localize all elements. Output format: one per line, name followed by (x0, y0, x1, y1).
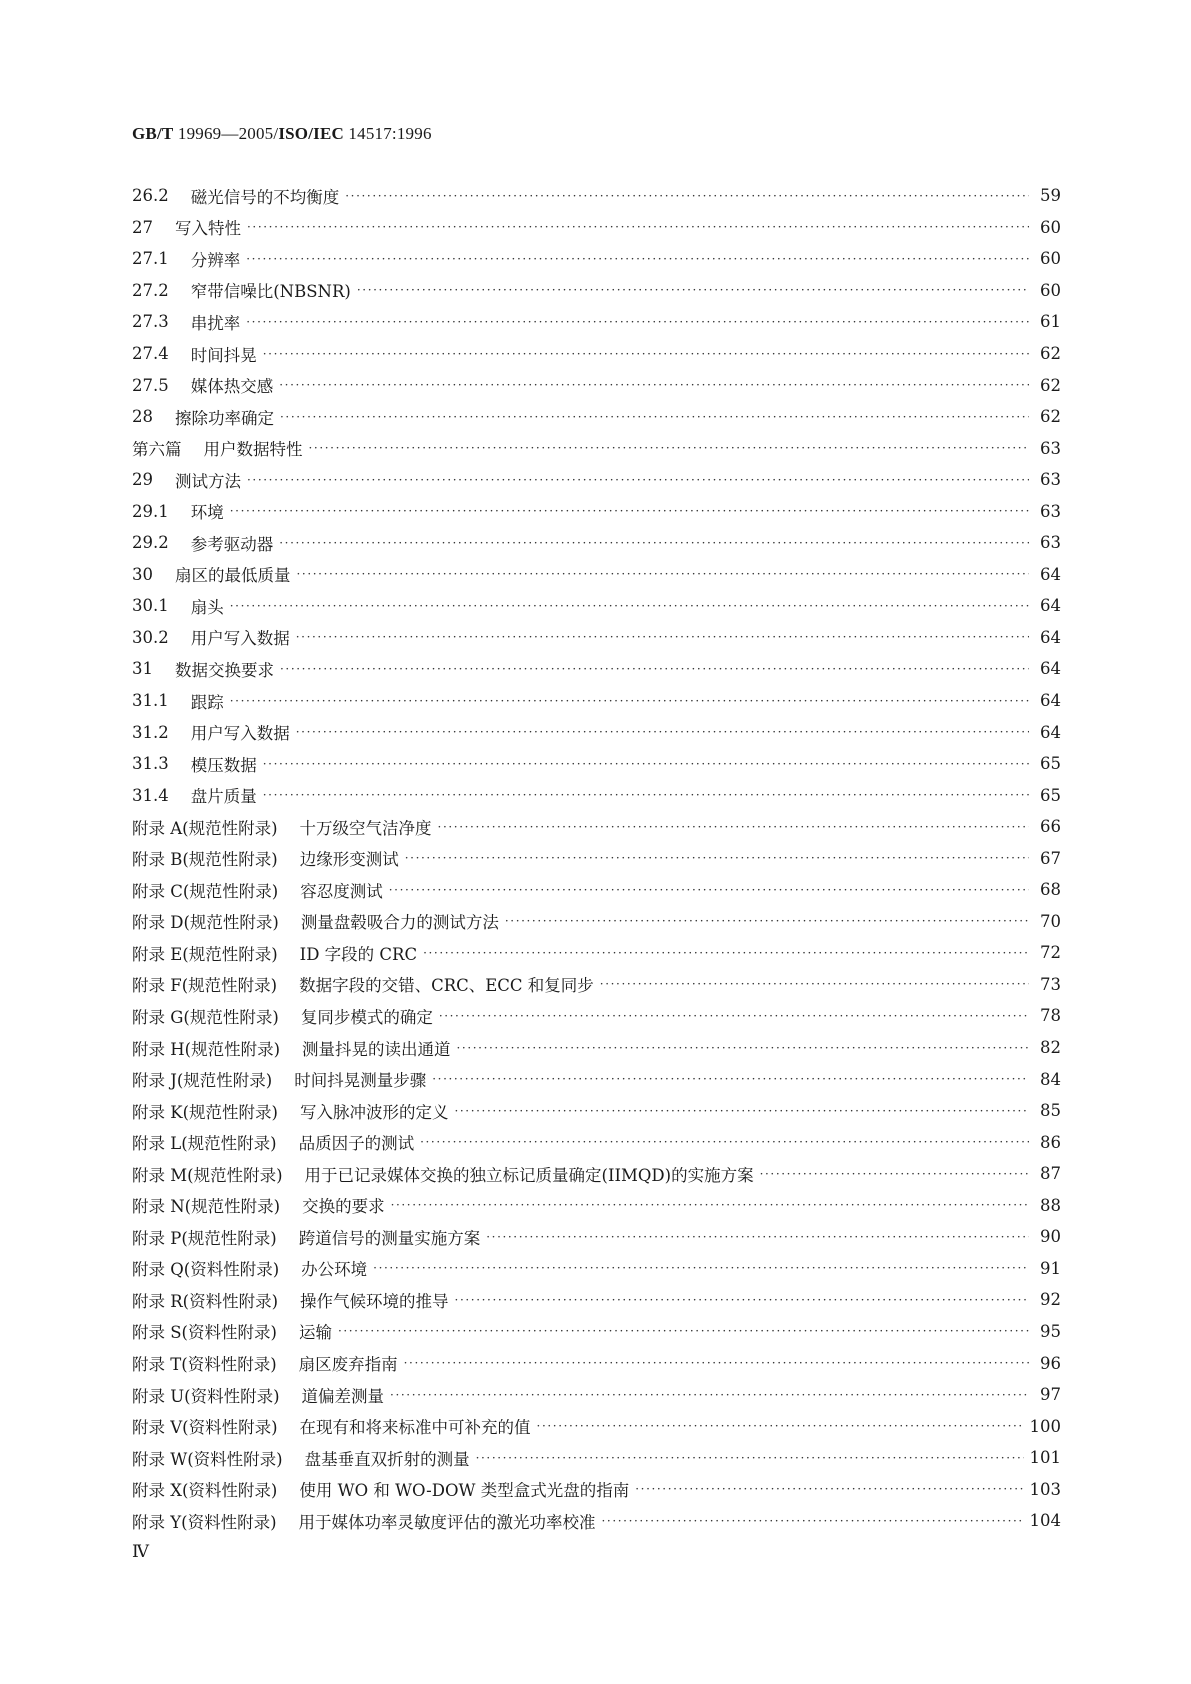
toc-entry[interactable] (132, 1284, 1061, 1316)
dot-leader (390, 1388, 1029, 1402)
toc-entry-page: 66 (1040, 817, 1061, 837)
toc-entry-title: 测量抖晃的读出通道 (302, 1039, 451, 1059)
toc-entry[interactable] (132, 212, 1061, 244)
toc-entry[interactable] (132, 559, 1061, 591)
table-of-contents (132, 180, 1061, 1537)
toc-entry-title: 数据字段的交错、CRC、ECC 和复同步 (299, 976, 594, 996)
dot-leader (230, 694, 1029, 708)
dot-leader (357, 283, 1029, 297)
toc-entry-number: 附录 K(规范性附录) (132, 1102, 278, 1122)
toc-entry-number: 31.2 (132, 722, 169, 742)
toc-entry-title: 扇头 (190, 597, 224, 617)
toc-entry-number: 27.1 (132, 249, 169, 269)
toc-entry-number: 第六篇 (132, 440, 182, 460)
toc-entry[interactable] (132, 811, 1061, 843)
toc-entry-title: 交换的要求 (302, 1197, 385, 1217)
dot-leader (537, 1419, 1024, 1433)
toc-entry-page: 63 (1040, 533, 1061, 553)
dot-leader (263, 347, 1029, 361)
dot-leader (246, 315, 1029, 329)
toc-entry-number: 31.3 (132, 754, 169, 774)
toc-entry[interactable] (132, 685, 1061, 717)
dot-leader (296, 630, 1029, 644)
toc-entry-page: 95 (1040, 1321, 1061, 1341)
toc-entry-number: 31.4 (132, 785, 169, 805)
toc-entry-title: 数据交换要求 (175, 660, 274, 680)
toc-entry[interactable] (132, 1347, 1061, 1379)
dot-leader (230, 504, 1029, 518)
toc-entry[interactable] (132, 243, 1061, 275)
toc-entry[interactable] (132, 495, 1061, 527)
toc-entry-title: 分辨率 (190, 250, 241, 270)
toc-entry-page: 104 (1029, 1511, 1061, 1531)
toc-entry[interactable] (132, 1063, 1061, 1095)
toc-entry-number: 附录 Y(资料性附录) (132, 1512, 277, 1532)
toc-entry[interactable] (132, 842, 1061, 874)
toc-entry-page: 64 (1040, 659, 1061, 679)
toc-entry-title: 十万级空气洁净度 (299, 818, 432, 838)
toc-entry-page: 62 (1040, 407, 1061, 427)
toc-entry[interactable] (132, 369, 1061, 401)
toc-entry-page: 67 (1040, 848, 1061, 868)
toc-entry-number: 31 (132, 659, 153, 679)
toc-entry[interactable] (132, 653, 1061, 685)
dot-leader (438, 820, 1029, 834)
toc-entry-title: 操作气候环境的推导 (300, 1291, 449, 1311)
toc-entry[interactable] (132, 590, 1061, 622)
toc-entry-page: 65 (1040, 754, 1061, 774)
toc-entry[interactable] (132, 1379, 1061, 1411)
dot-leader (338, 1324, 1029, 1338)
toc-entry-page: 59 (1040, 186, 1061, 206)
toc-entry[interactable] (132, 937, 1061, 969)
toc-entry-page: 97 (1040, 1385, 1061, 1405)
toc-entry-page: 86 (1040, 1132, 1061, 1152)
toc-entry[interactable] (132, 432, 1061, 464)
toc-entry-page: 72 (1040, 943, 1061, 963)
toc-entry-title: 品质因子的测试 (298, 1134, 415, 1154)
toc-entry-number: 30 (132, 564, 153, 584)
toc-entry[interactable] (132, 1473, 1061, 1505)
toc-entry-number: 27.5 (132, 375, 169, 395)
toc-entry-number: 27.3 (132, 312, 169, 332)
dot-leader (423, 946, 1029, 960)
toc-entry-number: 26.2 (132, 186, 169, 206)
toc-entry[interactable] (132, 338, 1061, 370)
page-folio: Ⅳ (132, 1542, 149, 1561)
toc-entry-number: 附录 E(规范性附录) (132, 944, 278, 964)
toc-entry[interactable] (132, 1221, 1061, 1253)
toc-entry-page: 87 (1040, 1164, 1061, 1184)
toc-entry[interactable] (132, 622, 1061, 654)
dot-leader (486, 1230, 1029, 1244)
document-header (132, 124, 432, 144)
toc-entry-title: 用户写入数据 (190, 724, 290, 744)
toc-entry-page: 85 (1040, 1101, 1061, 1121)
toc-entry-number: 27 (132, 217, 153, 237)
dot-leader (263, 757, 1029, 771)
toc-entry[interactable] (132, 1253, 1061, 1285)
dot-leader (279, 536, 1029, 550)
dot-leader (247, 473, 1029, 487)
toc-entry-page: 100 (1029, 1416, 1061, 1436)
toc-entry[interactable] (132, 1505, 1061, 1537)
toc-entry-number: 29.1 (132, 501, 169, 521)
toc-entry-page: 88 (1040, 1195, 1061, 1215)
dot-leader (246, 252, 1029, 266)
toc-entry[interactable] (132, 969, 1061, 1001)
toc-entry-number: 附录 Q(资料性附录) (132, 1260, 280, 1280)
toc-entry-number: 附录 B(规范性附录) (132, 850, 278, 870)
dot-leader (454, 1104, 1029, 1118)
dot-leader (373, 1261, 1029, 1275)
toc-entry-title: 串扰率 (190, 313, 241, 333)
toc-entry-number: 附录 T(资料性附录) (132, 1355, 277, 1374)
dot-leader (432, 1072, 1029, 1086)
toc-entry-page: 82 (1040, 1038, 1061, 1058)
toc-entry-page: 60 (1040, 249, 1061, 269)
toc-entry-page: 73 (1040, 974, 1061, 994)
dot-leader (420, 1135, 1029, 1149)
toc-entry-title: 办公环境 (301, 1260, 368, 1280)
standard-number: 19969—2005/ (173, 124, 279, 143)
dot-leader (404, 1356, 1029, 1370)
dot-leader (476, 1451, 1024, 1465)
toc-entry-title: 写入脉冲波形的定义 (299, 1102, 449, 1122)
toc-entry-page: 65 (1040, 785, 1061, 805)
toc-entry-page: 60 (1040, 217, 1061, 237)
dot-leader (280, 662, 1029, 676)
toc-entry-title: 测量盘毂吸合力的测试方法 (300, 913, 499, 933)
toc-entry-page: 92 (1040, 1290, 1061, 1310)
toc-entry-number: 附录 D(规范性附录) (132, 913, 279, 933)
toc-entry[interactable] (132, 1190, 1061, 1222)
dot-leader (600, 977, 1029, 991)
dot-leader (263, 788, 1029, 802)
dot-leader (602, 1514, 1024, 1528)
toc-entry-page: 60 (1040, 280, 1061, 300)
toc-entry-number: 附录 N(规范性附录) (132, 1197, 281, 1217)
toc-entry-number: 附录 V(资料性附录) (132, 1418, 278, 1438)
toc-entry[interactable] (132, 1032, 1061, 1064)
toc-entry[interactable] (132, 748, 1061, 780)
toc-entry-page: 63 (1040, 438, 1061, 458)
toc-entry-number: 29.2 (132, 533, 169, 553)
toc-entry[interactable] (132, 1158, 1061, 1190)
toc-entry[interactable] (132, 874, 1061, 906)
toc-entry[interactable] (132, 1442, 1061, 1474)
toc-entry-number: 附录 P(规范性附录) (132, 1228, 277, 1248)
dot-leader (230, 599, 1029, 613)
toc-entry-number: 27.2 (132, 280, 169, 300)
toc-entry-number: 附录 W(资料性附录) (132, 1449, 283, 1469)
toc-entry-title: 时间抖晃 (190, 345, 257, 365)
toc-entry-title: 跨道信号的测量实施方案 (298, 1228, 481, 1248)
toc-entry-title: 参考驱动器 (190, 534, 274, 554)
dot-leader (389, 883, 1029, 897)
dot-leader (280, 410, 1029, 424)
dot-leader (296, 725, 1029, 739)
toc-entry-number: 30.1 (132, 596, 169, 616)
toc-entry-page: 61 (1040, 312, 1061, 332)
toc-entry-page: 64 (1040, 564, 1061, 584)
toc-entry-title: 使用 WO 和 WO-DOW 类型盒式光盘的指南 (299, 1481, 630, 1501)
toc-entry[interactable] (132, 401, 1061, 433)
toc-entry[interactable] (132, 1316, 1061, 1348)
toc-entry-page: 101 (1029, 1448, 1061, 1468)
toc-entry-number: 附录 U(资料性附录) (132, 1386, 280, 1406)
toc-entry-title: 盘片质量 (190, 787, 257, 807)
toc-entry-page: 103 (1029, 1479, 1061, 1499)
toc-entry-title: 擦除功率确定 (175, 408, 274, 428)
toc-entry-number: 附录 G(规范性附录) (132, 1007, 279, 1027)
toc-entry[interactable] (132, 779, 1061, 811)
toc-entry-page: 90 (1040, 1227, 1061, 1247)
toc-entry-title: ID 字段的 CRC (299, 944, 418, 964)
toc-entry-page: 62 (1040, 375, 1061, 395)
toc-entry-title: 扇区的最低质量 (175, 566, 291, 586)
toc-entry[interactable] (132, 464, 1061, 496)
dot-leader (345, 189, 1029, 203)
toc-entry-title: 媒体热交感 (190, 377, 274, 397)
toc-entry-page: 63 (1040, 470, 1061, 490)
toc-entry-page: 91 (1040, 1258, 1061, 1278)
toc-entry-number: 附录 C(规范性附录) (132, 881, 279, 901)
toc-entry-number: 附录 S(资料性附录) (132, 1323, 277, 1343)
toc-entry-page: 62 (1040, 344, 1061, 363)
dot-leader (297, 567, 1030, 581)
dot-leader (391, 1198, 1029, 1212)
toc-entry-page: 84 (1040, 1069, 1061, 1089)
toc-entry-number: 30.2 (132, 627, 169, 647)
iso-number: 14517:1996 (343, 124, 432, 143)
toc-entry-title: 环境 (190, 503, 224, 523)
toc-entry[interactable] (132, 1126, 1061, 1158)
dot-leader (760, 1167, 1029, 1181)
dot-leader (279, 378, 1029, 392)
toc-entry-number: 附录 X(资料性附录) (132, 1481, 278, 1501)
toc-entry-title: 窄带信噪比(NBSNR) (190, 282, 351, 302)
toc-entry[interactable] (132, 527, 1061, 559)
toc-entry-page: 96 (1040, 1353, 1061, 1373)
toc-entry-title: 磁光信号的不均衡度 (190, 187, 340, 207)
toc-entry-title: 跟踪 (190, 692, 224, 712)
toc-entry-title: 复同步模式的确定 (300, 1007, 433, 1027)
toc-entry-title: 运输 (298, 1323, 332, 1343)
dot-leader (439, 1009, 1029, 1023)
toc-entry[interactable] (132, 1410, 1061, 1442)
standard-prefix: GB/T (132, 124, 174, 143)
iso-iec-label: ISO/IEC (278, 124, 344, 143)
toc-entry-title: 盘基垂直双折射的测量 (304, 1449, 470, 1469)
toc-entry-title: 用于媒体功率灵敏度评估的激光功率校准 (298, 1512, 596, 1532)
dot-leader (405, 851, 1029, 865)
toc-entry-title: 测试方法 (175, 471, 241, 491)
toc-entry-title: 用于已记录媒体交换的独立标记质量确定(IIMQD)的实施方案 (304, 1165, 754, 1185)
toc-entry-title: 容忍度测试 (300, 881, 383, 901)
toc-entry-page: 64 (1040, 722, 1061, 742)
toc-entry-title: 时间抖晃测量步骤 (294, 1071, 427, 1091)
toc-entry[interactable] (132, 1095, 1061, 1127)
toc-entry-number: 附录 M(规范性附录) (132, 1165, 283, 1185)
toc-entry-number: 附录 L(规范性附录) (132, 1134, 277, 1154)
toc-entry-title: 模压数据 (190, 755, 257, 775)
toc-entry[interactable] (132, 906, 1061, 938)
toc-entry-number: 附录 A(规范性附录) (132, 818, 278, 838)
toc-entry-page: 64 (1040, 691, 1061, 711)
toc-entry-title: 在现有和将来标准中可补充的值 (299, 1418, 531, 1438)
toc-entry-page: 70 (1040, 911, 1061, 931)
toc-entry-title: 道偏差测量 (301, 1386, 385, 1406)
toc-entry-number: 31.1 (132, 691, 169, 711)
toc-entry[interactable] (132, 275, 1061, 307)
toc-entry-page: 68 (1040, 880, 1061, 900)
toc-entry-number: 29 (132, 470, 153, 490)
toc-entry-page: 64 (1040, 627, 1061, 647)
dot-leader (505, 914, 1029, 928)
toc-entry-page: 63 (1040, 501, 1061, 521)
toc-entry[interactable] (132, 180, 1061, 212)
toc-entry[interactable] (132, 716, 1061, 748)
toc-entry-title: 写入特性 (175, 219, 241, 239)
toc-entry-title: 用户写入数据 (190, 629, 290, 649)
toc-entry-number: 附录 R(资料性附录) (132, 1291, 279, 1311)
toc-entry-title: 用户数据特性 (203, 440, 303, 460)
toc-entry-number: 28 (132, 407, 153, 427)
toc-entry-number: 27.4 (132, 344, 169, 363)
dot-leader (635, 1482, 1023, 1496)
dot-leader (455, 1293, 1029, 1307)
toc-entry-page: 64 (1040, 596, 1061, 616)
toc-entry-title: 边缘形变测试 (299, 850, 399, 870)
toc-entry-number: 附录 H(规范性附录) (132, 1039, 281, 1059)
dot-leader (309, 441, 1030, 455)
toc-entry[interactable] (132, 306, 1061, 338)
toc-entry-number: 附录 F(规范性附录) (132, 976, 278, 996)
toc-entry[interactable] (132, 1000, 1061, 1032)
toc-entry-number: 附录 J(规范性附录) (132, 1071, 273, 1091)
dot-leader (247, 220, 1029, 234)
dot-leader (457, 1041, 1029, 1055)
toc-entry-page: 78 (1040, 1006, 1061, 1026)
toc-entry-title: 扇区废弃指南 (298, 1355, 398, 1374)
